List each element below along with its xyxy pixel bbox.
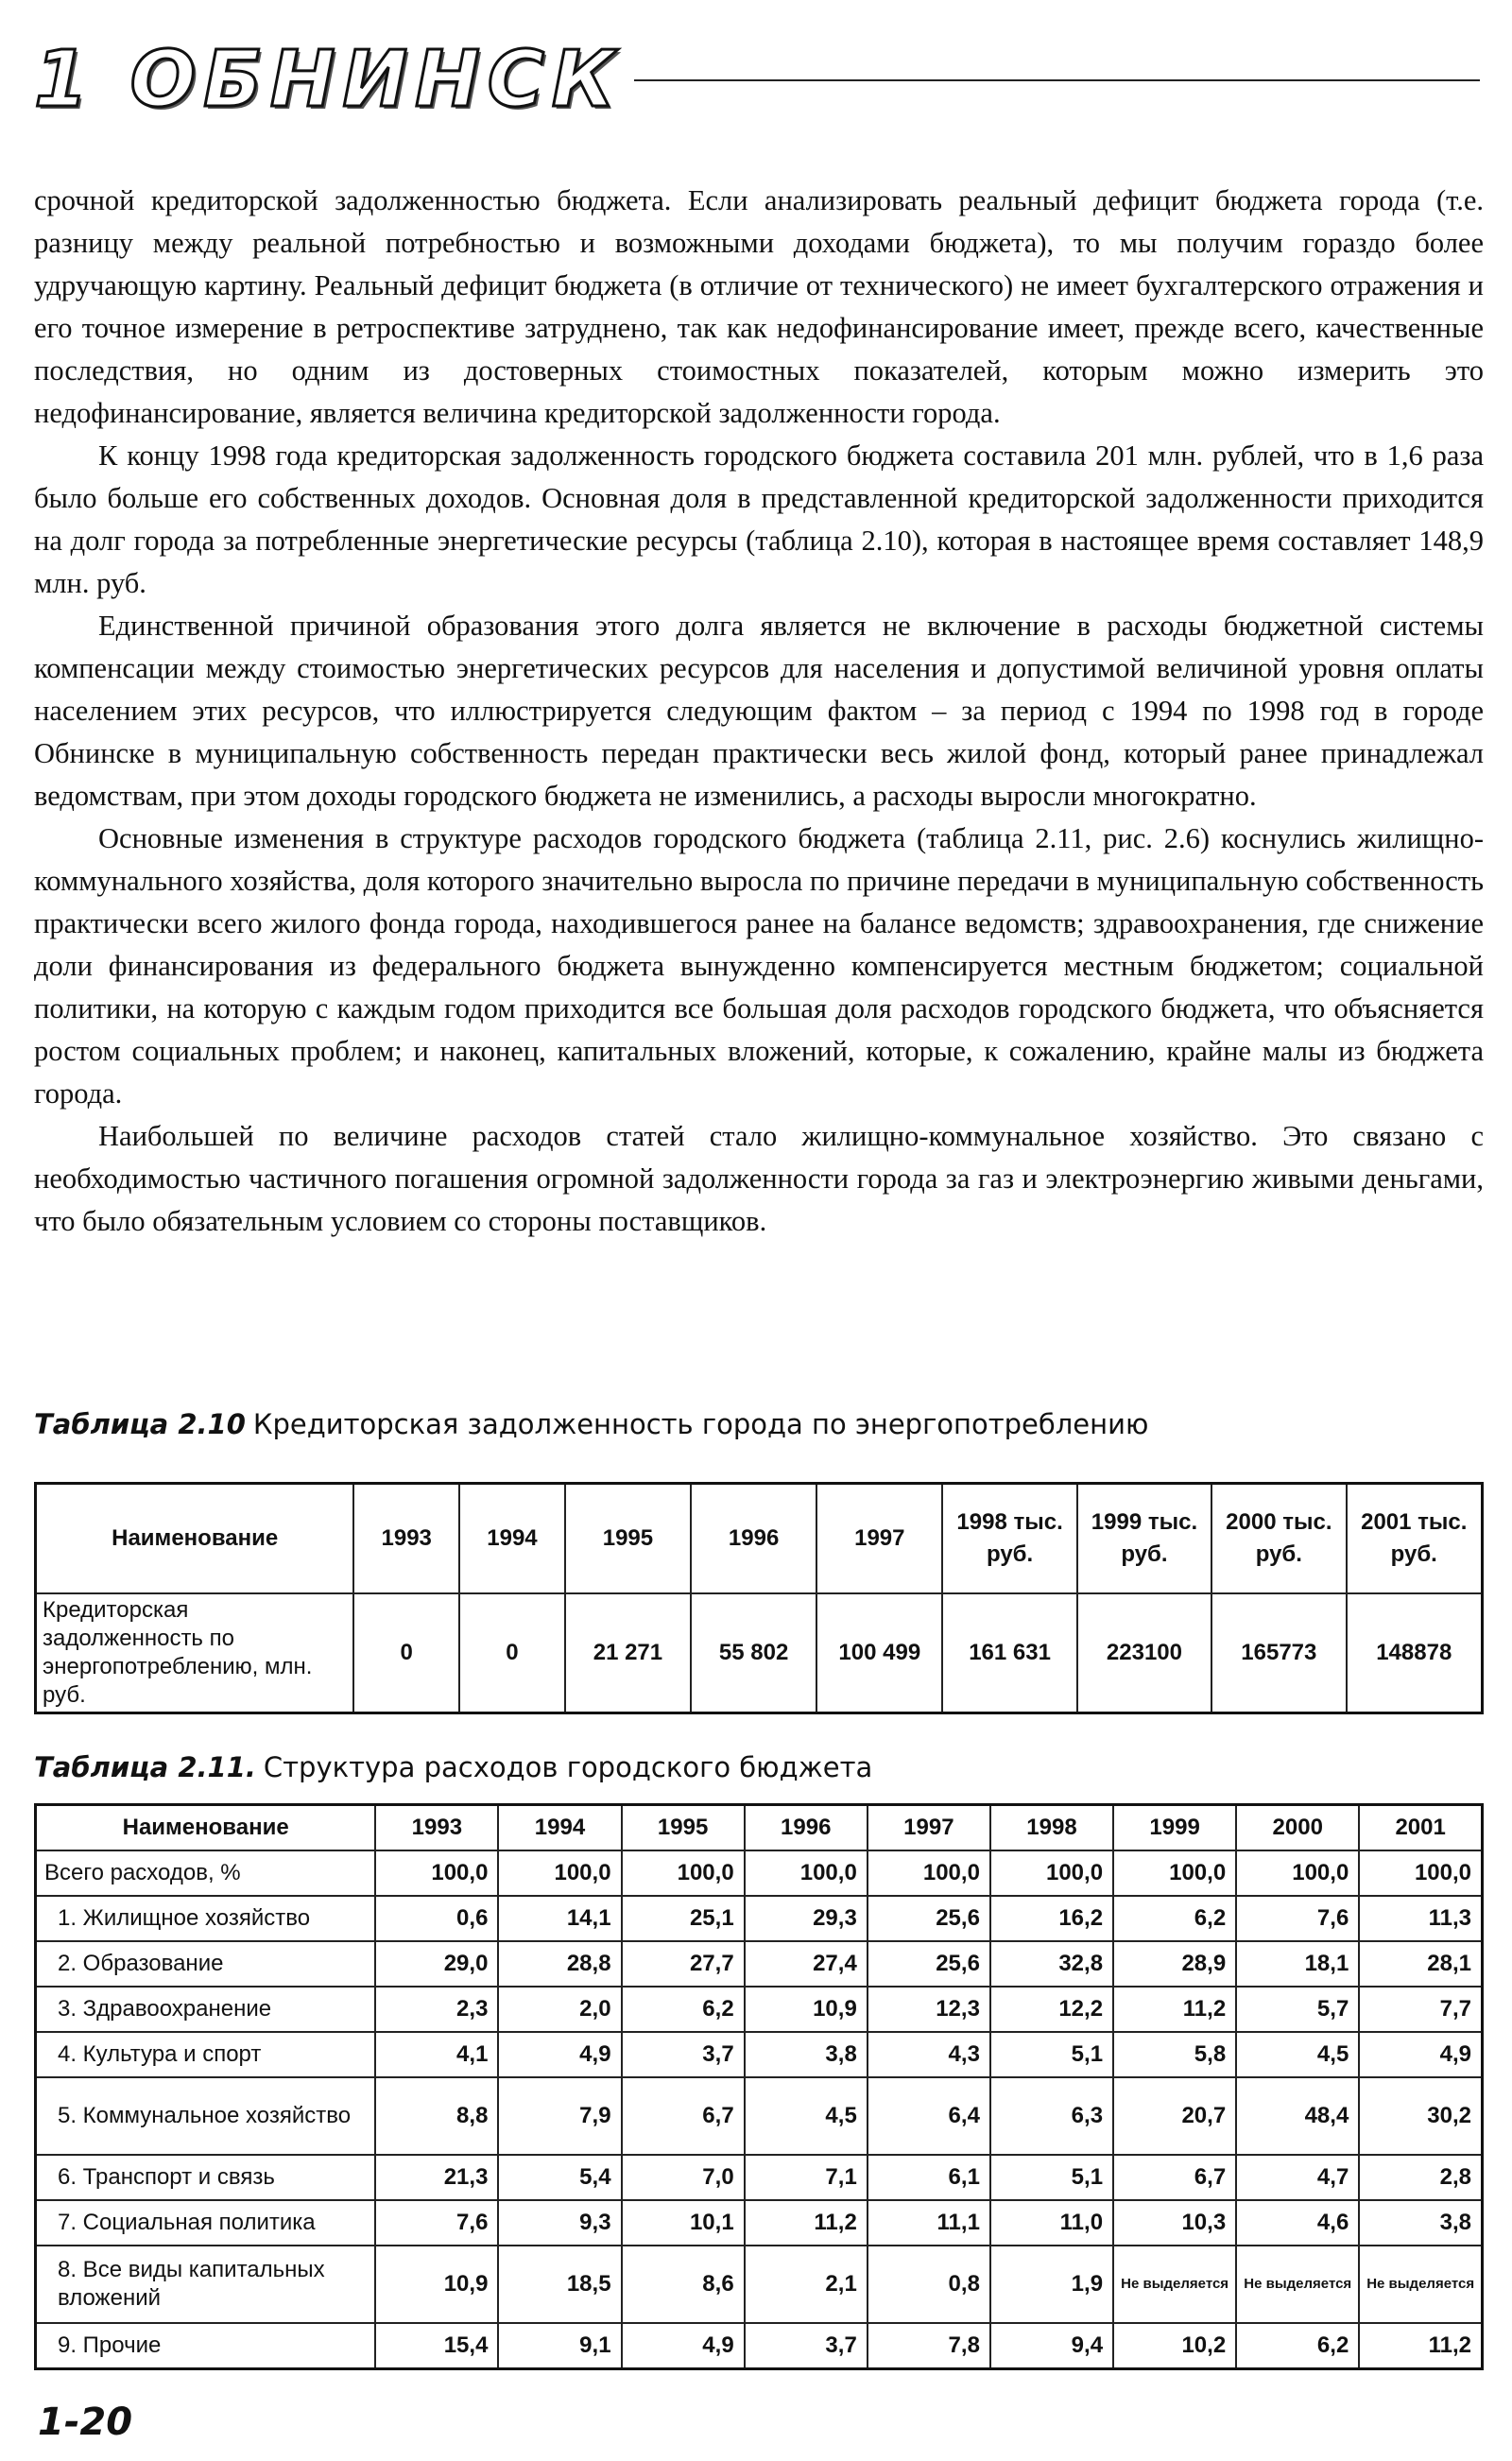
table-cell: 3,7	[745, 2323, 868, 2369]
table-cell: Не выделяется	[1359, 2246, 1482, 2323]
table-cell: 7,6	[375, 2200, 498, 2246]
row-label: 5. Коммунальное хозяйство	[36, 2077, 376, 2155]
table-cell: 28,1	[1359, 1941, 1482, 1987]
table-header-row	[36, 1484, 1483, 1594]
row-label: Всего расходов, %	[36, 1850, 376, 1896]
table-cell: 29,0	[375, 1941, 498, 1987]
table-cell: 14,1	[498, 1896, 621, 1941]
column-header: 1996	[691, 1484, 816, 1594]
table-cell: 4,5	[745, 2077, 868, 2155]
paragraph: Основные изменения в структуре расходов городского бюджета (таблица 2.11, рис. 2.6) коснулись жилищно-коммунального хозяйства, доля которого значительно выросла по причине передачи в муниципальную собственность практически всего жилого фонда города, находившегося ранее на балансе ведомств; здравоохранения, где снижение доли финансирования из федерального бюджета вынужденно компенсируется местным бюджетом; социальной политики, на которую с каждым годом приходится все большая доля расходов городского бюджета, что объясняется ростом социальных проблем; и наконец, капитальных вложений, которые, к сожалению, крайне малы из бюджета города.	[34, 822, 1484, 1110]
column-header: 1999 тыс. руб.	[1077, 1484, 1211, 1594]
table-cell: 0	[459, 1593, 565, 1713]
table-row	[36, 2323, 1483, 2369]
table-cell: 5,1	[990, 2032, 1113, 2077]
column-header: Наименование	[36, 1484, 354, 1594]
table-cell: 161 631	[942, 1593, 1076, 1713]
row-label: 7. Социальная политика	[36, 2200, 376, 2246]
table-cell: 5,1	[990, 2155, 1113, 2200]
table-label: Таблица 2.10	[34, 1408, 246, 1440]
table-row	[36, 2155, 1483, 2200]
table-row	[36, 2246, 1483, 2323]
table-cell: 4,9	[1359, 2032, 1482, 2077]
table-cell: 100,0	[745, 1850, 868, 1896]
table-cell: 10,2	[1113, 2323, 1236, 2369]
table-cell: 11,3	[1359, 1896, 1482, 1941]
table-cell: 5,4	[498, 2155, 621, 2200]
table-row	[36, 1896, 1483, 1941]
table-cell: 100,0	[990, 1850, 1113, 1896]
table-cell: 100 499	[816, 1593, 942, 1713]
row-label: 8. Все виды капитальных вложений	[36, 2246, 376, 2323]
column-header: 1998 тыс. руб.	[942, 1484, 1076, 1594]
paragraph: Наибольшей по величине расходов статей стало жилищно-коммунальное хозяйство. Это связано с необходимостью частичного погашения огромной задолженности города за газ и электроэнергию живыми деньгами, что было обязательным условием со стороны поставщиков.	[34, 1120, 1484, 1237]
table-cell: 7,0	[622, 2155, 745, 2200]
table-cell: 3,8	[745, 2032, 868, 2077]
table-cell: 165773	[1211, 1593, 1346, 1713]
column-header: 1994	[459, 1484, 565, 1594]
table-cell: 29,3	[745, 1896, 868, 1941]
paragraph: К концу 1998 года кредиторская задолженность городского бюджета составила 201 млн. рублей, что в 1,6 раза было больше его собственных доходов. Основная доля в представленной кредиторской задолженности приходится на долг города за потребленные энергетические ресурсы (таблица 2.10), которая в настоящее время составляет 148,9 млн. руб.	[34, 439, 1484, 599]
row-label: Кредиторская задолженность по энергопотреблению, млн. руб.	[36, 1593, 354, 1713]
table-cell: 4,5	[1236, 2032, 1359, 2077]
column-header: 1999	[1113, 1805, 1236, 1851]
column-header: 1994	[498, 1805, 621, 1851]
table-2-11-caption	[34, 1751, 872, 1783]
table-cell: 10,1	[622, 2200, 745, 2246]
table-cell: 32,8	[990, 1941, 1113, 1987]
table-cell: 2,0	[498, 1987, 621, 2032]
table-cell: 100,0	[1236, 1850, 1359, 1896]
table-cell: 27,4	[745, 1941, 868, 1987]
table-label: Таблица 2.11.	[34, 1751, 256, 1783]
table-cell: 25,6	[868, 1941, 990, 1987]
table-cell: 48,4	[1236, 2077, 1359, 2155]
table-cell: 30,2	[1359, 2077, 1482, 2155]
table-cell: 4,3	[868, 2032, 990, 2077]
table-cell: 6,4	[868, 2077, 990, 2155]
table-cell: 4,9	[498, 2032, 621, 2077]
column-header: 2000 тыс. руб.	[1211, 1484, 1346, 1594]
table-cell: 2,1	[745, 2246, 868, 2323]
table-cell: 18,1	[1236, 1941, 1359, 1987]
table-cell: 6,7	[1113, 2155, 1236, 2200]
table-cell: 7,7	[1359, 1987, 1482, 2032]
column-header: 1997	[868, 1805, 990, 1851]
table-cell: 11,0	[990, 2200, 1113, 2246]
table-cell: 2,3	[375, 1987, 498, 2032]
table-cell: 4,9	[622, 2323, 745, 2369]
column-header: Наименование	[36, 1805, 376, 1851]
table-cell: Не выделяется	[1236, 2246, 1359, 2323]
table-cell: 100,0	[868, 1850, 990, 1896]
table-cell: 11,2	[1359, 2323, 1482, 2369]
table-cell: 6,2	[1236, 2323, 1359, 2369]
table-cell: 25,1	[622, 1896, 745, 1941]
table-cell: 12,2	[990, 1987, 1113, 2032]
table-cell: 16,2	[990, 1896, 1113, 1941]
row-label: 4. Культура и спорт	[36, 2032, 376, 2077]
table-cell: 0	[353, 1593, 459, 1713]
table-cell: 21 271	[565, 1593, 691, 1713]
table-cell: 5,7	[1236, 1987, 1359, 2032]
table-cell: 20,7	[1113, 2077, 1236, 2155]
column-header: 1995	[622, 1805, 745, 1851]
column-header: 2001 тыс. руб.	[1347, 1484, 1483, 1594]
column-header: 2001	[1359, 1805, 1482, 1851]
page-number: 1-20	[38, 2401, 133, 2444]
table-row	[36, 2077, 1483, 2155]
table-cell: 7,1	[745, 2155, 868, 2200]
table-cell: 3,8	[1359, 2200, 1482, 2246]
column-header: 1998	[990, 1805, 1113, 1851]
table-cell: 4,1	[375, 2032, 498, 2077]
table-cell: 8,8	[375, 2077, 498, 2155]
table-cell: 55 802	[691, 1593, 816, 1713]
table-cell: 6,2	[622, 1987, 745, 2032]
table-cell: 11,2	[745, 2200, 868, 2246]
table-cell: 0,6	[375, 1896, 498, 1941]
table-cell: 100,0	[1113, 1850, 1236, 1896]
table-cell: 21,3	[375, 2155, 498, 2200]
running-header	[34, 35, 1480, 125]
table-cell: 3,7	[622, 2032, 745, 2077]
column-header: 2000	[1236, 1805, 1359, 1851]
table-cell: 28,8	[498, 1941, 621, 1987]
table-row	[36, 1850, 1483, 1896]
table-cell: 9,3	[498, 2200, 621, 2246]
table-cell: 18,5	[498, 2246, 621, 2323]
table-row	[36, 2032, 1483, 2077]
table-cell: 9,1	[498, 2323, 621, 2369]
table-cell: 12,3	[868, 1987, 990, 2032]
table-cell: 6,3	[990, 2077, 1113, 2155]
table-cell: 10,9	[745, 1987, 868, 2032]
table-cell: 7,8	[868, 2323, 990, 2369]
table-cell: 6,2	[1113, 1896, 1236, 1941]
table-cell: 11,2	[1113, 1987, 1236, 2032]
table-2-10	[34, 1482, 1484, 1714]
table-row	[36, 1593, 1483, 1713]
table-row	[36, 1987, 1483, 2032]
row-label: 1. Жилищное хозяйство	[36, 1896, 376, 1941]
table-2-10-caption	[34, 1408, 1148, 1440]
table-title: Кредиторская задолженность города по энергопотреблению	[252, 1408, 1149, 1440]
column-header: 1993	[375, 1805, 498, 1851]
table-cell: 9,4	[990, 2323, 1113, 2369]
table-2-11	[34, 1803, 1484, 2370]
column-header: 1996	[745, 1805, 868, 1851]
table-cell: 10,3	[1113, 2200, 1236, 2246]
table-cell: 1,9	[990, 2246, 1113, 2323]
chapter-title: 1 ОБНИНСК	[34, 38, 634, 123]
table-cell: 100,0	[1359, 1850, 1482, 1896]
table-cell: 100,0	[375, 1850, 498, 1896]
table-cell: 6,7	[622, 2077, 745, 2155]
table-cell: 15,4	[375, 2323, 498, 2369]
table-header-row	[36, 1805, 1483, 1851]
table-cell: 8,6	[622, 2246, 745, 2323]
row-label: 6. Транспорт и связь	[36, 2155, 376, 2200]
table-cell: 4,6	[1236, 2200, 1359, 2246]
table-cell: 25,6	[868, 1896, 990, 1941]
table-cell: 223100	[1077, 1593, 1211, 1713]
table-cell: 0,8	[868, 2246, 990, 2323]
table-cell: Не выделяется	[1113, 2246, 1236, 2323]
table-cell: 11,1	[868, 2200, 990, 2246]
table-row	[36, 2200, 1483, 2246]
table-cell: 148878	[1347, 1593, 1483, 1713]
body-text	[34, 180, 1484, 1243]
table-cell: 10,9	[375, 2246, 498, 2323]
table-cell: 5,8	[1113, 2032, 1236, 2077]
paragraph: Единственной причиной образования этого долга является не включение в расходы бюджетной системы компенсации между стоимостью энергетических ресурсов для населения и допустимой величиной уровня оплаты населением этих ресурсов, что иллюстрируется следующим фактом – за период с 1994 по 1998 год в городе Обнинске в муниципальную собственность передан практически весь жилой фонд, который ранее принадлежал ведомствам, при этом доходы городского бюджета не изменились, а расходы выросли многократно.	[34, 610, 1484, 812]
table-cell: 28,9	[1113, 1941, 1236, 1987]
table-cell: 7,9	[498, 2077, 621, 2155]
table-cell: 6,1	[868, 2155, 990, 2200]
table-title: Структура расходов городского бюджета	[263, 1751, 873, 1783]
paragraph: срочной кредиторской задолженностью бюджета. Если анализировать реальный дефицит бюджета города (т.е. разницу между реальной потребностью и возможными доходами бюджета), то мы получим гораздо более удручающую картину. Реальный дефицит бюджета (в отличие от технического) не имеет бухгалтерского отражения и его точное измерение в ретроспективе затруднено, так как недофинансирование имеет, прежде всего, качественные последствия, но одним из достоверных стоимостных показателей, которым можно измерить это недофинансирование, является величина кредиторской задолженности города.	[34, 184, 1484, 429]
column-header: 1995	[565, 1484, 691, 1594]
table-row	[36, 1941, 1483, 1987]
table-cell: 100,0	[498, 1850, 621, 1896]
row-label: 2. Образование	[36, 1941, 376, 1987]
column-header: 1997	[816, 1484, 942, 1594]
table-cell: 27,7	[622, 1941, 745, 1987]
table-cell: 2,8	[1359, 2155, 1482, 2200]
table-cell: 100,0	[622, 1850, 745, 1896]
row-label: 3. Здравоохранение	[36, 1987, 376, 2032]
row-label: 9. Прочие	[36, 2323, 376, 2369]
table-cell: 7,6	[1236, 1896, 1359, 1941]
column-header: 1993	[353, 1484, 459, 1594]
table-cell: 4,7	[1236, 2155, 1359, 2200]
